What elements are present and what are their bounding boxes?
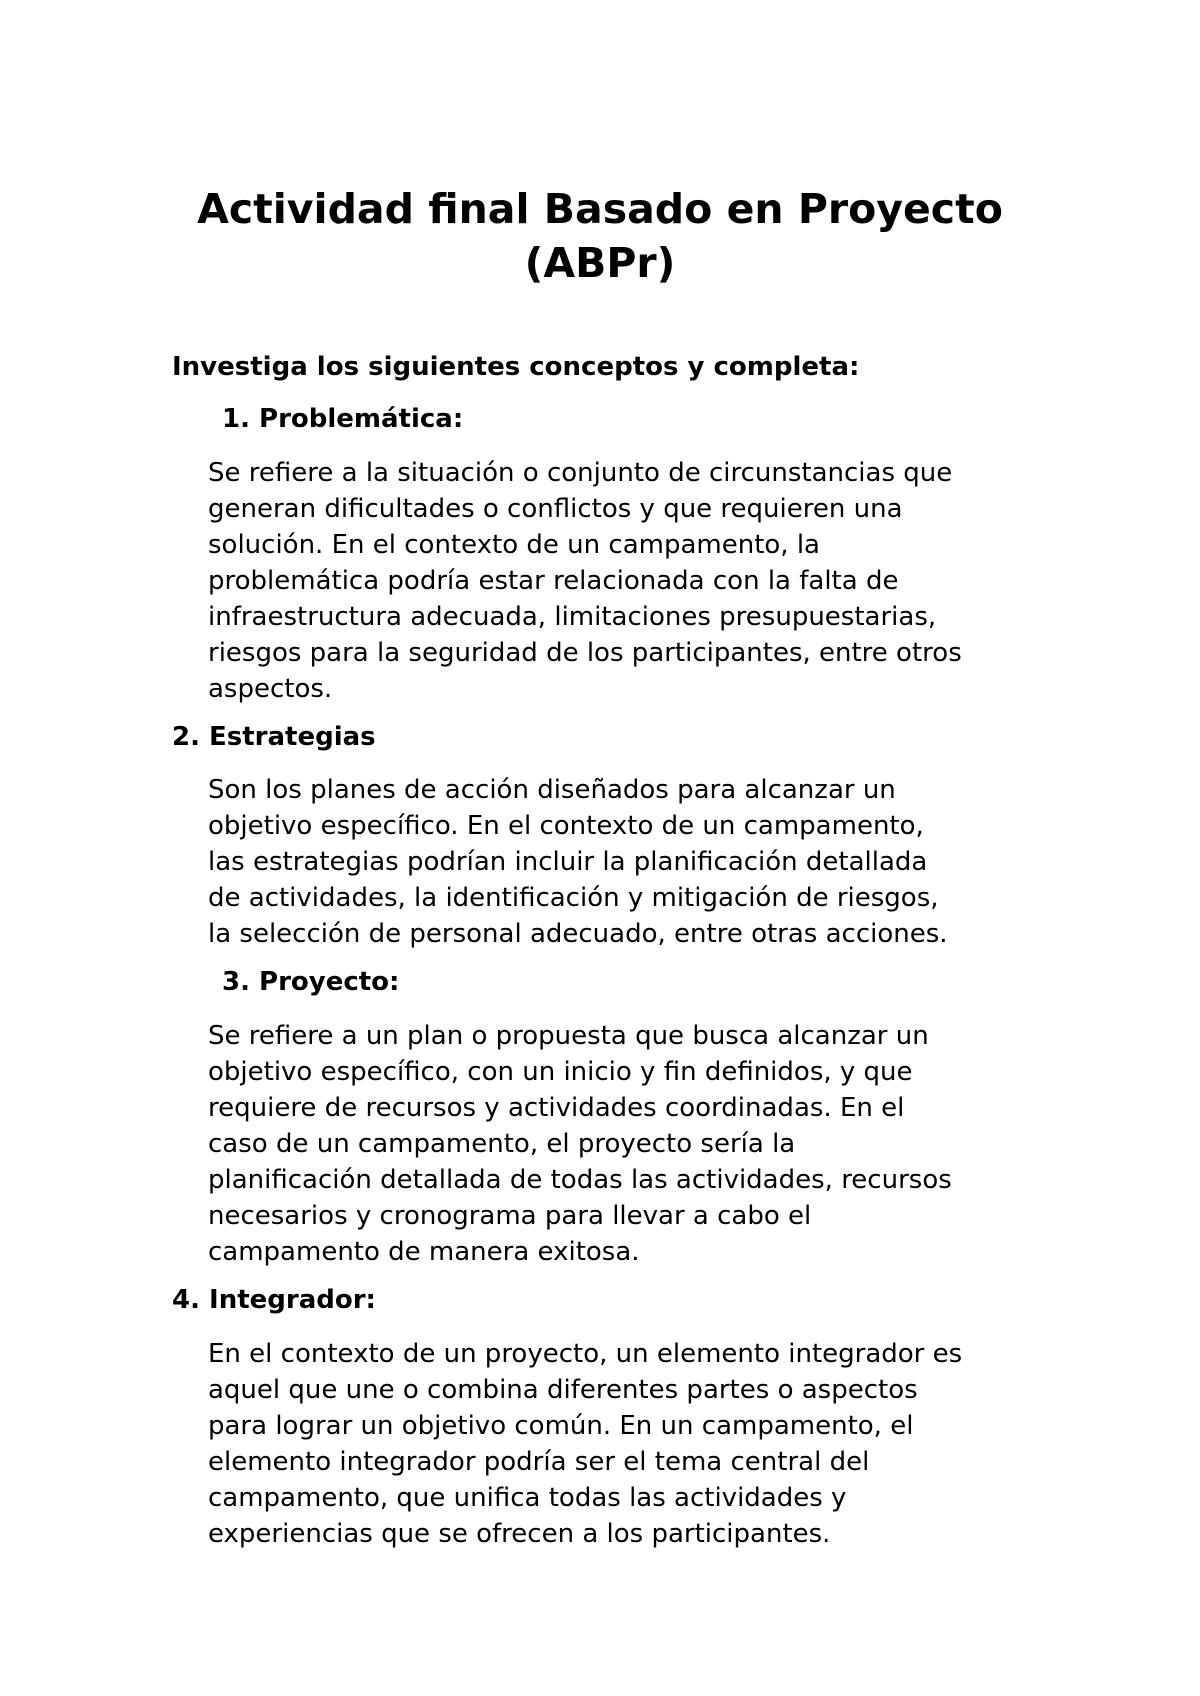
section-paragraph-estrategias: [208, 772, 948, 952]
paragraph-line: las estrategias podrían incluir la planificación detallada: [208, 847, 928, 877]
paragraph-line: la selección de personal adecuado, entre otras acciones.: [208, 919, 948, 949]
paragraph-line: Se refiere a la situación o conjunto de circunstancias que: [208, 458, 953, 488]
section-heading-proyecto: 3. Proyecto:: [222, 967, 400, 997]
paragraph-line: campamento, que unifica todas las actividades y: [208, 1483, 847, 1513]
intro-instruction: Investiga los siguientes conceptos y completa:: [172, 352, 860, 382]
paragraph-line: elemento integrador podría ser el tema central del: [208, 1447, 870, 1477]
paragraph-line: generan dificultades o conflictos y que requieren una: [208, 494, 903, 524]
section-heading-integrador: 4. Integrador:: [172, 1285, 376, 1315]
document-title: [0, 182, 1200, 290]
paragraph-line: necesarios y cronograma para llevar a cabo el: [208, 1201, 812, 1231]
paragraph-line: caso de un campamento, el proyecto sería la: [208, 1129, 796, 1159]
section-paragraph-proyecto: [208, 1018, 952, 1270]
paragraph-line: planificación detallada de todas las actividades, recursos: [208, 1165, 952, 1195]
section-paragraph-integrador: [208, 1336, 962, 1552]
paragraph-line: riesgos para la seguridad de los participantes, entre otros: [208, 638, 962, 668]
paragraph-line: Se refiere a un plan o propuesta que busca alcanzar un: [208, 1021, 929, 1051]
paragraph-line: de actividades, la identificación y mitigación de riesgos,: [208, 883, 939, 913]
paragraph-line: problemática podría estar relacionada con la falta de: [208, 566, 899, 596]
title-line: Actividad final Basado en Proyecto: [197, 185, 1003, 233]
paragraph-line: objetivo específico, con un inicio y fin definidos, y que: [208, 1057, 913, 1087]
section-heading-problematica: 1. Problemática:: [222, 404, 464, 434]
paragraph-line: Son los planes de acción diseñados para alcanzar un: [208, 775, 896, 805]
section-paragraph-problematica: [208, 455, 962, 707]
paragraph-line: para lograr un objetivo común. En un campamento, el: [208, 1411, 914, 1441]
title-line: (ABPr): [524, 239, 676, 287]
paragraph-line: objetivo específico. En el contexto de un campamento,: [208, 811, 924, 841]
paragraph-line: aspectos.: [208, 674, 333, 704]
paragraph-line: infraestructura adecuada, limitaciones presupuestarias,: [208, 602, 937, 632]
paragraph-line: solución. En el contexto de un campamento, la: [208, 530, 820, 560]
section-heading-estrategias: 2. Estrategias: [172, 722, 376, 752]
paragraph-line: experiencias que se ofrecen a los participantes.: [208, 1519, 831, 1549]
paragraph-line: aquel que une o combina diferentes partes o aspectos: [208, 1375, 918, 1405]
paragraph-line: campamento de manera exitosa.: [208, 1237, 640, 1267]
paragraph-line: requiere de recursos y actividades coordinadas. En el: [208, 1093, 905, 1123]
paragraph-line: En el contexto de un proyecto, un elemento integrador es: [208, 1339, 963, 1369]
